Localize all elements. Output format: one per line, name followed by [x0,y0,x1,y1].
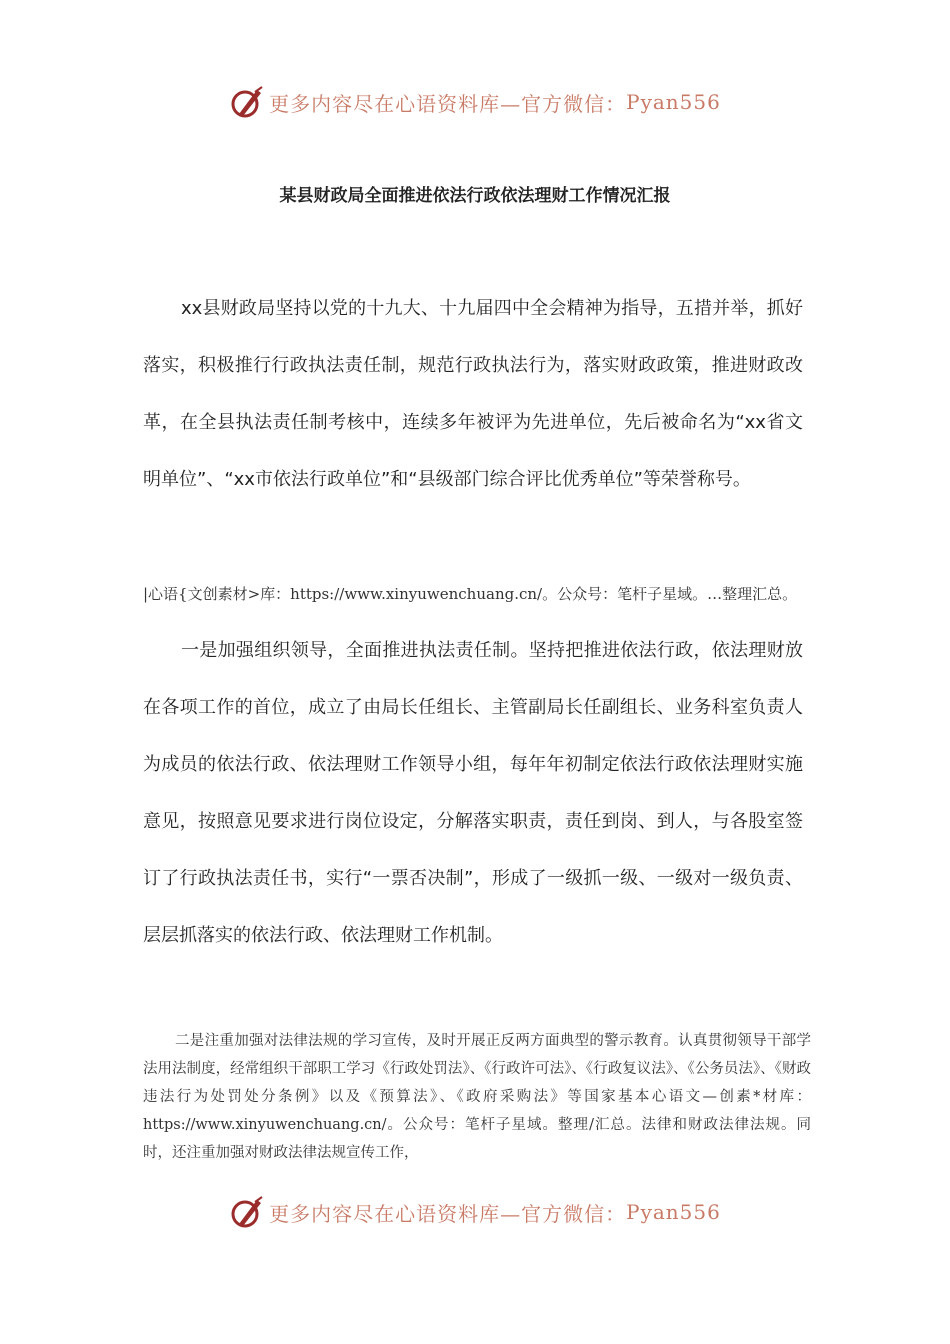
document-title: 某县财政局全面推进依法行政依法理财工作情况汇报 [279,186,671,206]
watermark-wechat-id: Pyan556 [626,90,721,114]
pen-nib-logo-icon [229,1194,265,1230]
pen-nib-logo-icon [229,84,265,120]
watermark-banner-top [0,82,950,122]
watermark-text: 更多内容尽在心语资料库—官方微信： [269,1201,627,1226]
paragraph-second-measure: 二是注重加强对法律法规的学习宣传，及时开展正反两方面典型的警示教育。认真贯彻领导干部学法用法制度，经常组织干部职工学习《行政处罚法》、《行政许可法》、《行政复议法》、《公务员法》、《财政违法行为处罚处分条例》以及《预算法》、《政府采购法》等国家基本心语文—创素*材库：https://www.xinyuwenchuang.cn/。公众号：笔杆子星域。整理/汇总。法律和财政法律法规。同时，还注重加强对财政法律法规宣传工作， [143,1033,811,1161]
watermark-wechat-id: Pyan556 [626,1200,721,1224]
paragraph-first-measure: 一是加强组织领导，全面推进执法责任制。坚持把推进依法行政，依法理财放在各项工作的首位，成立了由局长任组长、主管副局长任副组长、业务科室负责人为成员的依法行政、依法理财工作领导小组，每年年初制定依法行政依法理财实施意见，按照意见要求进行岗位设定，分解落实职责，责任到岗、到人，与各股室签订了行政执法责任书，实行“一票否决制”，形成了一级抓一级、一级对一级负责、层层抓落实的依法行政、依法理财工作机制。 [143,640,803,946]
watermark-banner-bottom [0,1192,950,1232]
watermark-text: 更多内容尽在心语资料库—官方微信： [269,91,627,116]
paragraph-intro: xx县财政局坚持以党的十九大、十九届四中全会精神为指导，五措并举，抓好落实，积极推行行政执法责任制，规范行政执法行为，落实财政政策，推进财政改革，在全县执法责任制考核中，连续多年被评为先进单位，先后被命名为“xx省文明单位”、“xx市依法行政单位”和“县级部门综合评比优秀单位”等荣誉称号。 [143,298,803,490]
source-credit-line: |心语{文创素材>库：https://www.xinyuwenchuang.cn/。公众号：笔杆子星域。…整理汇总。 [143,585,798,603]
